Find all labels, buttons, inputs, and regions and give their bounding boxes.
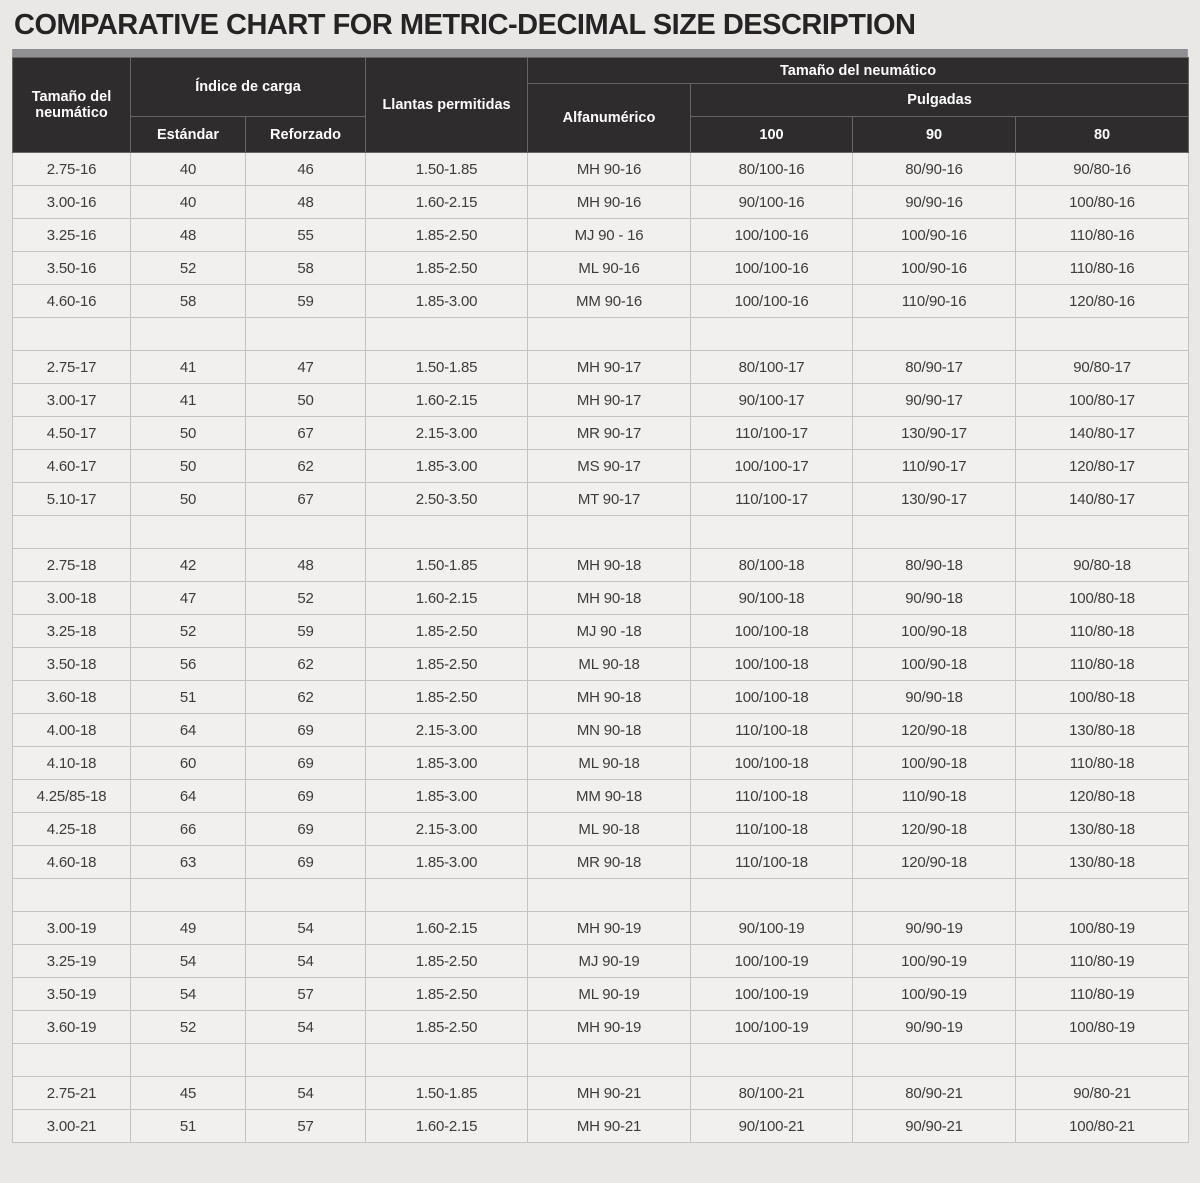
table-cell: 1.60-2.15 <box>366 912 528 945</box>
table-row <box>13 384 1189 417</box>
table-top-bar <box>12 49 1188 57</box>
table-cell: MH 90-21 <box>528 1110 691 1143</box>
spacer-cell <box>853 516 1016 549</box>
table-cell: 90/90-18 <box>853 681 1016 714</box>
table-cell: 41 <box>131 351 246 384</box>
table-cell: 51 <box>131 681 246 714</box>
table-cell: 90/90-18 <box>853 582 1016 615</box>
table-cell: MH 90-18 <box>528 582 691 615</box>
table-cell: 110/90-17 <box>853 450 1016 483</box>
table-cell: 90/100-19 <box>691 912 853 945</box>
table-cell: 54 <box>246 945 366 978</box>
header-load-index: Índice de carga <box>131 58 366 117</box>
header-inch-90: 90 <box>853 117 1016 153</box>
table-cell: MR 90-18 <box>528 846 691 879</box>
table-cell: 1.50-1.85 <box>366 1077 528 1110</box>
table-cell: 1.85-2.50 <box>366 1011 528 1044</box>
table-cell: MH 90-18 <box>528 549 691 582</box>
table-cell: 80/100-17 <box>691 351 853 384</box>
spacer-cell <box>691 879 853 912</box>
table-cell: 3.60-18 <box>13 681 131 714</box>
table-cell: 90/80-17 <box>1016 351 1189 384</box>
table-cell: 1.85-3.00 <box>366 450 528 483</box>
table-cell: 50 <box>131 483 246 516</box>
table-cell: 3.50-18 <box>13 648 131 681</box>
table-row <box>13 483 1189 516</box>
table-cell: 4.60-16 <box>13 285 131 318</box>
table-cell: 90/90-19 <box>853 1011 1016 1044</box>
comparison-table <box>12 57 1189 1143</box>
table-cell: 67 <box>246 483 366 516</box>
spacer-cell <box>528 879 691 912</box>
table-cell: 90/100-16 <box>691 186 853 219</box>
table-row <box>13 1110 1189 1143</box>
table-cell: 48 <box>131 219 246 252</box>
table-cell: 100/100-19 <box>691 978 853 1011</box>
table-cell: 100/90-16 <box>853 252 1016 285</box>
table-cell: ML 90-18 <box>528 747 691 780</box>
table-cell: 110/100-18 <box>691 846 853 879</box>
table-cell: 110/100-18 <box>691 780 853 813</box>
table-cell: 90/90-17 <box>853 384 1016 417</box>
table-cell: 90/90-16 <box>853 186 1016 219</box>
table-cell: MN 90-18 <box>528 714 691 747</box>
header-inch-100: 100 <box>691 117 853 153</box>
table-cell: 3.00-18 <box>13 582 131 615</box>
table-cell: 100/100-16 <box>691 285 853 318</box>
table-row <box>13 582 1189 615</box>
table-cell: 80/100-21 <box>691 1077 853 1110</box>
table-cell: 54 <box>246 1011 366 1044</box>
table-cell: 52 <box>131 615 246 648</box>
table-cell: 2.15-3.00 <box>366 714 528 747</box>
table-row <box>13 351 1189 384</box>
table-cell: 59 <box>246 615 366 648</box>
table-cell: 100/100-16 <box>691 219 853 252</box>
table-cell: MJ 90 - 16 <box>528 219 691 252</box>
spacer-cell <box>366 1044 528 1077</box>
table-cell: 90/80-18 <box>1016 549 1189 582</box>
table-cell: 69 <box>246 813 366 846</box>
table-cell: 110/80-18 <box>1016 648 1189 681</box>
table-cell: 110/90-18 <box>853 780 1016 813</box>
table-cell: 47 <box>246 351 366 384</box>
table-cell: 110/80-18 <box>1016 747 1189 780</box>
table-cell: 140/80-17 <box>1016 483 1189 516</box>
table-cell: 50 <box>131 450 246 483</box>
table-cell: 3.50-19 <box>13 978 131 1011</box>
table-cell: 100/90-18 <box>853 615 1016 648</box>
table-row <box>13 714 1189 747</box>
table-row <box>13 978 1189 1011</box>
table-cell: ML 90-19 <box>528 978 691 1011</box>
table-cell: 1.85-2.50 <box>366 219 528 252</box>
table-cell: 4.60-17 <box>13 450 131 483</box>
table-row <box>13 1011 1189 1044</box>
table-header <box>13 58 1189 153</box>
spacer-cell <box>13 879 131 912</box>
spacer-row <box>13 879 1189 912</box>
table-cell: 80/90-16 <box>853 153 1016 186</box>
table-cell: 90/100-18 <box>691 582 853 615</box>
table-cell: MH 90-18 <box>528 681 691 714</box>
table-cell: 2.75-21 <box>13 1077 131 1110</box>
table-cell: 3.00-19 <box>13 912 131 945</box>
spacer-cell <box>853 1044 1016 1077</box>
spacer-cell <box>853 879 1016 912</box>
table-cell: 110/80-18 <box>1016 615 1189 648</box>
table-row <box>13 912 1189 945</box>
spacer-cell <box>13 1044 131 1077</box>
table-cell: 130/80-18 <box>1016 714 1189 747</box>
table-cell: MJ 90 -18 <box>528 615 691 648</box>
table-row <box>13 846 1189 879</box>
table-cell: 110/100-17 <box>691 417 853 450</box>
table-cell: 120/80-18 <box>1016 780 1189 813</box>
table-cell: 4.00-18 <box>13 714 131 747</box>
table-cell: 3.50-16 <box>13 252 131 285</box>
table-cell: 3.25-16 <box>13 219 131 252</box>
table-cell: 40 <box>131 153 246 186</box>
table-cell: 110/100-18 <box>691 714 853 747</box>
table-row <box>13 252 1189 285</box>
table-cell: 120/80-16 <box>1016 285 1189 318</box>
table-cell: 58 <box>246 252 366 285</box>
table-cell: 2.75-16 <box>13 153 131 186</box>
table-cell: 1.85-2.50 <box>366 648 528 681</box>
table-body <box>13 153 1189 1143</box>
table-cell: 100/100-18 <box>691 648 853 681</box>
table-cell: ML 90-18 <box>528 813 691 846</box>
table-cell: 50 <box>246 384 366 417</box>
table-cell: 1.85-2.50 <box>366 681 528 714</box>
table-cell: 130/80-18 <box>1016 813 1189 846</box>
table-cell: 62 <box>246 681 366 714</box>
table-cell: 100/80-17 <box>1016 384 1189 417</box>
table-cell: MH 90-19 <box>528 1011 691 1044</box>
table-cell: 62 <box>246 648 366 681</box>
header-tire-size: Tamaño del neumático <box>13 58 131 153</box>
table-cell: 1.60-2.15 <box>366 186 528 219</box>
table-cell: 69 <box>246 747 366 780</box>
table-row <box>13 285 1189 318</box>
table-cell: 100/90-18 <box>853 648 1016 681</box>
table-cell: MH 90-19 <box>528 912 691 945</box>
table-cell: 120/90-18 <box>853 714 1016 747</box>
table-cell: MJ 90-19 <box>528 945 691 978</box>
table-cell: 90/90-21 <box>853 1110 1016 1143</box>
spacer-cell <box>528 318 691 351</box>
table-cell: 3.00-16 <box>13 186 131 219</box>
table-cell: 130/90-17 <box>853 417 1016 450</box>
table-cell: ML 90-18 <box>528 648 691 681</box>
table-cell: 100/100-17 <box>691 450 853 483</box>
spacer-cell <box>853 318 1016 351</box>
spacer-cell <box>691 1044 853 1077</box>
table-cell: 1.50-1.85 <box>366 153 528 186</box>
table-row <box>13 219 1189 252</box>
table-row <box>13 417 1189 450</box>
spacer-cell <box>366 879 528 912</box>
table-cell: 110/80-19 <box>1016 978 1189 1011</box>
table-cell: 100/100-16 <box>691 252 853 285</box>
table-cell: 90/80-21 <box>1016 1077 1189 1110</box>
table-cell: 49 <box>131 912 246 945</box>
spacer-cell <box>1016 879 1189 912</box>
table-cell: 100/80-19 <box>1016 912 1189 945</box>
spacer-cell <box>246 879 366 912</box>
table-cell: 55 <box>246 219 366 252</box>
table-cell: 40 <box>131 186 246 219</box>
table-cell: 67 <box>246 417 366 450</box>
table-cell: MS 90-17 <box>528 450 691 483</box>
table-cell: MT 90-17 <box>528 483 691 516</box>
spacer-row <box>13 318 1189 351</box>
table-cell: 1.50-1.85 <box>366 351 528 384</box>
table-cell: 63 <box>131 846 246 879</box>
table-cell: 57 <box>246 1110 366 1143</box>
table-cell: 5.10-17 <box>13 483 131 516</box>
table-cell: MR 90-17 <box>528 417 691 450</box>
table-cell: 4.10-18 <box>13 747 131 780</box>
table-cell: 52 <box>131 1011 246 1044</box>
table-row <box>13 648 1189 681</box>
spacer-cell <box>131 879 246 912</box>
table-cell: 69 <box>246 780 366 813</box>
table-cell: 130/90-17 <box>853 483 1016 516</box>
spacer-cell <box>246 318 366 351</box>
table-cell: 100/80-16 <box>1016 186 1189 219</box>
spacer-cell <box>691 516 853 549</box>
page-title: COMPARATIVE CHART FOR METRIC-DECIMAL SIZE DESCRIPTION <box>14 9 916 41</box>
table-cell: 64 <box>131 780 246 813</box>
spacer-cell <box>1016 1044 1189 1077</box>
table-cell: MM 90-18 <box>528 780 691 813</box>
table-cell: 90/100-17 <box>691 384 853 417</box>
table-cell: 1.60-2.15 <box>366 582 528 615</box>
table-row <box>13 813 1189 846</box>
header-reinforced: Reforzado <box>246 117 366 153</box>
spacer-row <box>13 1044 1189 1077</box>
table-cell: 1.85-2.50 <box>366 615 528 648</box>
table-cell: 80/100-16 <box>691 153 853 186</box>
table-cell: 2.75-18 <box>13 549 131 582</box>
table-cell: 110/100-17 <box>691 483 853 516</box>
table-cell: 48 <box>246 549 366 582</box>
table-cell: MH 90-17 <box>528 384 691 417</box>
table-cell: 3.25-18 <box>13 615 131 648</box>
table-cell: 100/80-19 <box>1016 1011 1189 1044</box>
spacer-cell <box>691 318 853 351</box>
table-cell: 3.00-17 <box>13 384 131 417</box>
table-cell: 62 <box>246 450 366 483</box>
spacer-cell <box>1016 318 1189 351</box>
table-cell: 45 <box>131 1077 246 1110</box>
table-cell: 54 <box>131 945 246 978</box>
table-cell: 48 <box>246 186 366 219</box>
table-cell: 2.75-17 <box>13 351 131 384</box>
table-cell: 4.25-18 <box>13 813 131 846</box>
table-row <box>13 1077 1189 1110</box>
table-cell: 2.50-3.50 <box>366 483 528 516</box>
table-cell: 140/80-17 <box>1016 417 1189 450</box>
table-cell: MH 90-21 <box>528 1077 691 1110</box>
table-cell: 110/80-16 <box>1016 252 1189 285</box>
table-cell: 100/100-18 <box>691 747 853 780</box>
table-cell: 90/100-21 <box>691 1110 853 1143</box>
table-row <box>13 945 1189 978</box>
header-inches: Pulgadas <box>691 84 1189 117</box>
table-cell: 120/90-18 <box>853 846 1016 879</box>
spacer-cell <box>246 1044 366 1077</box>
table-cell: 54 <box>131 978 246 1011</box>
spacer-row <box>13 516 1189 549</box>
table-cell: 41 <box>131 384 246 417</box>
table-row <box>13 681 1189 714</box>
header-alphanumeric: Alfanumérico <box>528 84 691 153</box>
table-cell: 3.60-19 <box>13 1011 131 1044</box>
table-cell: 90/80-16 <box>1016 153 1189 186</box>
table-cell: 80/90-21 <box>853 1077 1016 1110</box>
spacer-cell <box>13 516 131 549</box>
spacer-cell <box>131 318 246 351</box>
table-row <box>13 450 1189 483</box>
table-cell: 80/100-18 <box>691 549 853 582</box>
table-cell: 69 <box>246 714 366 747</box>
spacer-cell <box>528 516 691 549</box>
table-cell: 66 <box>131 813 246 846</box>
table-cell: 46 <box>246 153 366 186</box>
table-cell: MH 90-17 <box>528 351 691 384</box>
table-cell: 110/80-19 <box>1016 945 1189 978</box>
table-cell: 100/90-19 <box>853 978 1016 1011</box>
spacer-cell <box>366 516 528 549</box>
table-cell: 1.85-2.50 <box>366 945 528 978</box>
table-cell: 110/80-16 <box>1016 219 1189 252</box>
table-cell: 100/100-18 <box>691 615 853 648</box>
table-row <box>13 780 1189 813</box>
table-cell: 1.85-3.00 <box>366 780 528 813</box>
table-cell: 100/90-16 <box>853 219 1016 252</box>
table-cell: 52 <box>131 252 246 285</box>
table-cell: 69 <box>246 846 366 879</box>
header-tire-size-group: Tamaño del neumático <box>528 58 1189 84</box>
table-cell: MH 90-16 <box>528 186 691 219</box>
spacer-cell <box>131 516 246 549</box>
spacer-cell <box>366 318 528 351</box>
table-cell: 47 <box>131 582 246 615</box>
spacer-cell <box>1016 516 1189 549</box>
table-cell: 2.15-3.00 <box>366 813 528 846</box>
table-cell: 42 <box>131 549 246 582</box>
table-cell: ML 90-16 <box>528 252 691 285</box>
table-row <box>13 615 1189 648</box>
table-cell: 1.60-2.15 <box>366 1110 528 1143</box>
table-cell: 100/100-18 <box>691 681 853 714</box>
header-rims: Llantas permitidas <box>366 58 528 153</box>
table-cell: 120/80-17 <box>1016 450 1189 483</box>
table-cell: 100/80-21 <box>1016 1110 1189 1143</box>
table-cell: 1.50-1.85 <box>366 549 528 582</box>
table-cell: 52 <box>246 582 366 615</box>
table-cell: 1.60-2.15 <box>366 384 528 417</box>
spacer-cell <box>13 318 131 351</box>
table-cell: 54 <box>246 912 366 945</box>
table-cell: 59 <box>246 285 366 318</box>
table-cell: 1.85-2.50 <box>366 978 528 1011</box>
table-cell: 57 <box>246 978 366 1011</box>
spacer-cell <box>246 516 366 549</box>
table-cell: 100/80-18 <box>1016 582 1189 615</box>
header-inch-80: 80 <box>1016 117 1189 153</box>
table-cell: 80/90-17 <box>853 351 1016 384</box>
table-cell: 4.50-17 <box>13 417 131 450</box>
table-cell: 80/90-18 <box>853 549 1016 582</box>
table-row <box>13 549 1189 582</box>
header-standard: Estándar <box>131 117 246 153</box>
table-cell: 110/90-16 <box>853 285 1016 318</box>
table-cell: 54 <box>246 1077 366 1110</box>
table-cell: 4.60-18 <box>13 846 131 879</box>
table-cell: 110/100-18 <box>691 813 853 846</box>
table-row <box>13 747 1189 780</box>
table-cell: 100/90-18 <box>853 747 1016 780</box>
table-cell: 100/100-19 <box>691 945 853 978</box>
table-cell: 1.85-2.50 <box>366 252 528 285</box>
table-cell: 100/100-19 <box>691 1011 853 1044</box>
table-cell: 2.15-3.00 <box>366 417 528 450</box>
table-cell: MH 90-16 <box>528 153 691 186</box>
table-cell: 4.25/85-18 <box>13 780 131 813</box>
table-cell: 120/90-18 <box>853 813 1016 846</box>
table-cell: 100/80-18 <box>1016 681 1189 714</box>
table-cell: 56 <box>131 648 246 681</box>
table-cell: MM 90-16 <box>528 285 691 318</box>
table-cell: 51 <box>131 1110 246 1143</box>
table-cell: 1.85-3.00 <box>366 747 528 780</box>
table-cell: 90/90-19 <box>853 912 1016 945</box>
table-cell: 50 <box>131 417 246 450</box>
spacer-cell <box>131 1044 246 1077</box>
table-cell: 1.85-3.00 <box>366 285 528 318</box>
table-cell: 130/80-18 <box>1016 846 1189 879</box>
table-cell: 100/90-19 <box>853 945 1016 978</box>
table-cell: 58 <box>131 285 246 318</box>
table-row <box>13 186 1189 219</box>
table-cell: 1.85-3.00 <box>366 846 528 879</box>
table-cell: 64 <box>131 714 246 747</box>
spacer-cell <box>528 1044 691 1077</box>
table-row <box>13 153 1189 186</box>
table-cell: 3.00-21 <box>13 1110 131 1143</box>
table-cell: 60 <box>131 747 246 780</box>
table-cell: 3.25-19 <box>13 945 131 978</box>
